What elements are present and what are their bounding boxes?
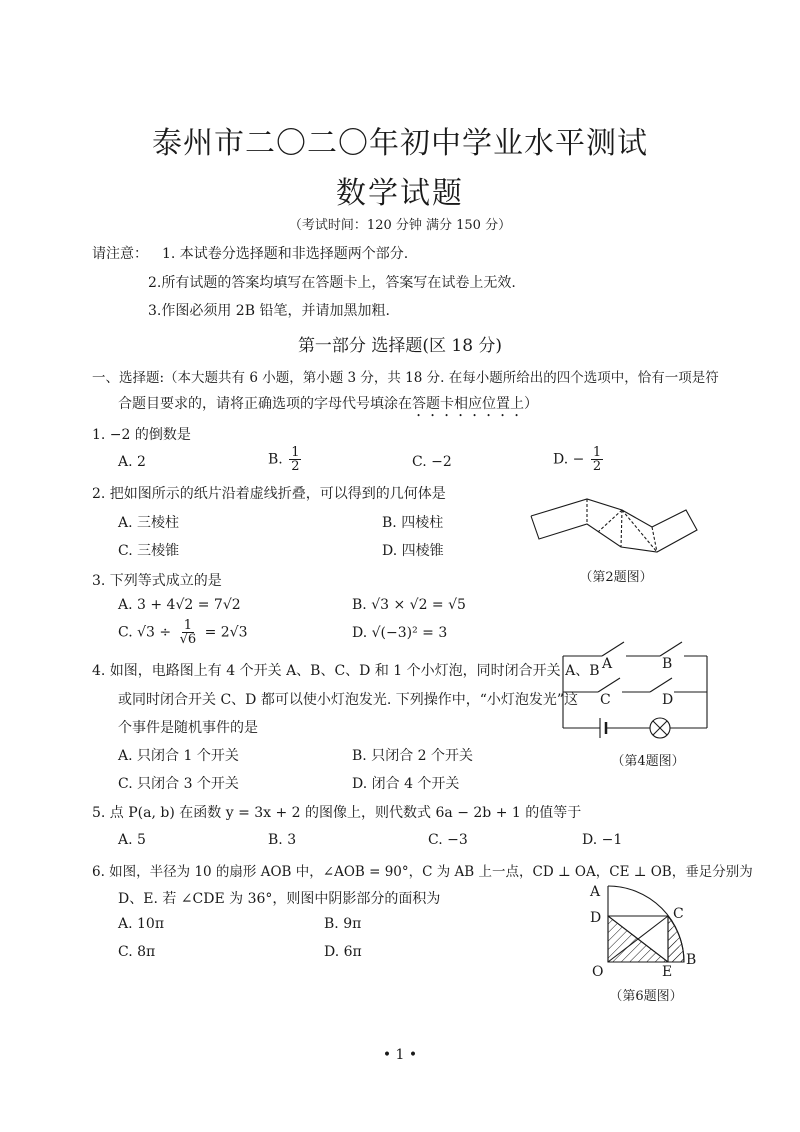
q3-option-b: B. √3 × √2 = √5 [352, 597, 466, 613]
q4-switch-labels [600, 656, 673, 708]
q3-c-pre: C. √3 ÷ [118, 624, 172, 641]
instruction-close: ） [524, 396, 538, 412]
q3-stem: 3. 下列等式成立的是 [92, 573, 222, 589]
point-c-label: C [673, 906, 684, 922]
q6-option-c: C. 8π [118, 944, 156, 960]
notice-item-1: 1. 本试卷分选择题和非选择题两个部分. [162, 246, 409, 262]
q4-option-a: A. 只闭合 1 个开关 [118, 748, 239, 764]
q1-option-c: C. −2 [412, 454, 452, 470]
q5-option-d: D. −1 [582, 832, 623, 848]
q1-option-b [268, 446, 303, 473]
q3-option-a: A. 3 + 4√2 = 7√2 [118, 597, 241, 613]
q1-option-d [553, 446, 605, 473]
instruction-emphasis: 答题卡相应位置上 [412, 396, 524, 412]
notice-item-2: 2.所有试题的答案均填写在答题卡上，答案写在试卷上无效. [148, 275, 516, 291]
q6-line2: D、E. 若 ∠CDE 为 36°，则图中阴影部分的面积为 [118, 891, 441, 907]
q2-caption: （第2题图） [579, 570, 653, 585]
q3-c-den: √6 [179, 632, 197, 647]
exam-title: 泰州市二〇二〇年初中学业水平测试 [152, 126, 648, 161]
q2-option-b: B. 四棱柱 [382, 515, 444, 531]
q6-line1: 6. 如图，半径为 10 的扇形 AOB 中，∠AOB = 90°，C 为 AB 上一点，CD ⊥ OA，CE ⊥ OB，垂足分别为 [92, 864, 753, 880]
q2-option-a: A. 三棱柱 [118, 515, 180, 531]
q4-option-b: B. 只闭合 2 个开关 [352, 748, 473, 764]
switch-b-label: B [662, 656, 673, 672]
exam-info: （考试时间：120 分钟 满分 150 分） [288, 218, 512, 233]
exam-subject: 数学试题 [336, 176, 464, 211]
section-instruction-line1: 一、选择题:（本大题共有 6 小题，第小题 3 分，共 18 分. 在每小题所给出的四个选项中，恰有一项是符 [92, 370, 719, 386]
point-d-label: D [590, 910, 602, 926]
q2-option-d: D. 四棱锥 [382, 543, 444, 559]
q5-option-b: B. 3 [268, 832, 297, 848]
q1-b-label: B. [268, 451, 283, 468]
q4-line3: 个事件是随机事件的是 [118, 720, 258, 736]
q4-caption: （第4题图） [611, 754, 685, 769]
q1-option-a: A. 2 [118, 454, 146, 470]
q3-option-d: D. √(−3)² = 3 [352, 625, 448, 641]
q4-line1: 4. 如图，电路图上有 4 个开关 A、B、C、D 和 1 个小灯泡，同时闭合开关 A、B [92, 663, 600, 679]
q6-option-b: B. 9π [324, 916, 362, 932]
q3-c-num: 1 [183, 618, 192, 633]
point-a-label: A [590, 884, 601, 900]
switch-a-label: A [602, 656, 613, 672]
notice-lead: 请注意： [92, 246, 148, 262]
instruction-text: 合题目要求的，请将正确选项的字母代号填涂在 [118, 396, 412, 412]
q3-c-fraction [178, 619, 199, 646]
point-b-label: B [686, 952, 697, 968]
q6-option-a: A. 10π [118, 916, 165, 932]
q4-option-d: D. 闭合 4 个开关 [352, 776, 460, 792]
q3-option-c [118, 619, 248, 646]
q1-b-num: 1 [291, 445, 300, 460]
point-e-label: E [662, 964, 673, 980]
switch-c-label: C [600, 692, 611, 708]
q1-d-fraction [591, 446, 603, 473]
q2-option-c: C. 三棱锥 [118, 543, 180, 559]
q6-caption: （第6题图） [609, 989, 683, 1004]
q3-c-post: = 2√3 [204, 624, 248, 641]
notice-item-3: 3.作图必须用 2B 铅笔，并请加黑加粗. [148, 303, 390, 319]
q1-d-num: 1 [592, 445, 602, 460]
q2-stem: 2. 把如图所示的纸片沿着虚线折叠，可以得到的几何体是 [92, 486, 446, 502]
q1-b-fraction [289, 446, 301, 473]
q1-d-label: D. − [553, 451, 585, 468]
switch-d-label: D [662, 692, 674, 708]
q4-option-c: C. 只闭合 3 个开关 [118, 776, 239, 792]
page-number: • 1 • [382, 1047, 418, 1063]
q5-option-c: C. −3 [428, 832, 468, 848]
q1-b-den: 2 [291, 459, 300, 474]
q5-stem: 5. 点 P(a, b) 在函数 y = 3x + 2 的图像上，则代数式 6a − 2b + 1 的值等于 [92, 805, 582, 821]
section-instruction-line2 [118, 393, 538, 420]
section-title: 第一部分 选择题(区 18 分) [297, 336, 503, 356]
q6-figure-sector [584, 880, 704, 980]
q6-option-d: D. 6π [324, 944, 362, 960]
point-o-label: O [592, 964, 604, 980]
q1-d-den: 2 [592, 459, 602, 474]
q1-stem: 1. −2 的倒数是 [92, 427, 191, 443]
q5-option-a: A. 5 [118, 832, 146, 848]
q4-line2: 或同时闭合开关 C、D 都可以使小灯泡发光. 下列操作中，“小灯泡发光”这 [118, 692, 579, 708]
q2-figure-folding-net [526, 494, 706, 560]
q4-figure-circuit [560, 636, 710, 746]
